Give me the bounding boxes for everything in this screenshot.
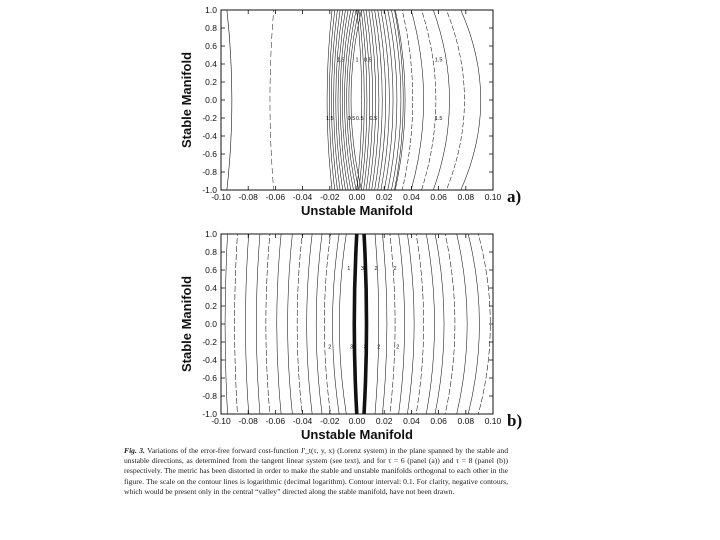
y-tick-label: 0.4 xyxy=(205,283,217,293)
contour-label: 2 xyxy=(377,344,381,351)
contour-line xyxy=(235,230,238,418)
y-tick-label: -0.6 xyxy=(202,149,217,159)
contour-line xyxy=(333,230,340,418)
contour-line xyxy=(459,6,481,194)
x-axis-title: Unstable Manifold xyxy=(301,203,413,218)
contour-line xyxy=(407,230,414,418)
x-tick-label: -0.10 xyxy=(211,192,231,202)
contour-line xyxy=(316,230,322,418)
x-tick-label: -0.08 xyxy=(238,416,258,426)
y-tick-label: 0.4 xyxy=(205,59,217,69)
x-tick-label: 0.08 xyxy=(457,416,475,426)
contour-label: 3 xyxy=(360,266,364,273)
x-tick-label: 0.02 xyxy=(375,416,393,426)
y-tick-label: 1.0 xyxy=(205,5,217,15)
x-tick-label: 0.10 xyxy=(484,416,502,426)
contour-line xyxy=(277,230,282,418)
contour-line xyxy=(226,6,231,194)
contour-line xyxy=(415,230,423,418)
contour-line xyxy=(324,230,331,418)
contour-label: 0.5 xyxy=(347,116,356,122)
y-tick-label: 0.6 xyxy=(205,265,217,275)
x-tick-label: 0.04 xyxy=(403,192,420,202)
contour-lines xyxy=(225,230,490,418)
contour-label: 2 xyxy=(328,344,332,351)
contour-line xyxy=(394,6,404,194)
panel-tag: b) xyxy=(507,411,523,430)
x-tick-label: 0.06 xyxy=(430,192,447,202)
contour-line xyxy=(288,230,293,418)
contour-line xyxy=(444,230,455,418)
contour-line xyxy=(420,6,436,194)
contour-line xyxy=(270,6,274,194)
x-tick-label: -0.06 xyxy=(265,416,286,426)
contour-line xyxy=(445,6,465,194)
y-tick-label: -0.8 xyxy=(202,167,217,177)
contour-line xyxy=(434,230,444,418)
contour-line xyxy=(456,230,467,418)
caption-text: Variations of the error-free forward cost-function J'_t(τ, y, x) (Lorenz system) in the plane spanned by the stable and unstable directions, as determined from the tangent linear system (see text), and for τ = 6 (panel (a)) and τ = 8 (panel (b)) respectively. The metric has been distorted in order to make the stable and unstable manifolds orthogonal to each other in the figure. The scale on the contour lines is logarithmic (decimal logarithm). Contour interval: 0.1. For clarity, negative contours, which would be present only in the central “valley” directed along the stable manifold, have not been drawn. xyxy=(124,446,509,496)
y-tick-label: -0.8 xyxy=(202,391,217,401)
contour-label: 1 xyxy=(347,266,351,273)
x-tick-label: -0.04 xyxy=(292,192,313,202)
contour-line xyxy=(339,230,347,418)
panel-b xyxy=(179,229,522,442)
y-tick-label: 0.6 xyxy=(205,41,217,51)
y-tick-label: 0.0 xyxy=(205,95,217,105)
y-tick-label: 0.2 xyxy=(205,77,217,87)
figure-caption xyxy=(124,446,508,497)
x-tick-label: 0.10 xyxy=(484,192,502,202)
contour-label: 0.5 xyxy=(369,116,378,122)
contour-line xyxy=(344,6,354,194)
contour-line xyxy=(225,230,228,418)
contour-label: 1.5 xyxy=(434,116,443,122)
y-tick-label: -0.2 xyxy=(202,337,217,347)
contour-line xyxy=(347,6,357,194)
x-tick-label: -0.04 xyxy=(292,416,313,426)
contour-label: 2 xyxy=(374,266,378,273)
contour-line xyxy=(410,6,424,194)
y-tick-label: 0.8 xyxy=(205,23,217,33)
contour-line xyxy=(349,6,360,194)
contour-label: 1 xyxy=(355,57,359,64)
contour-line xyxy=(297,230,303,418)
contour-line xyxy=(401,6,413,194)
contour-line xyxy=(389,230,395,418)
y-axis-title: Stable Manifold xyxy=(179,275,194,373)
x-tick-label: 0.00 xyxy=(348,192,366,202)
contour-line xyxy=(432,6,450,194)
contour-line xyxy=(329,6,335,194)
valley-line xyxy=(364,230,367,418)
contour-line xyxy=(245,230,249,418)
contour-label: 3 xyxy=(363,344,367,351)
x-tick-label: -0.06 xyxy=(265,192,286,202)
panel-a xyxy=(179,5,521,218)
contour-line xyxy=(266,230,270,418)
contour-label: 1.5 xyxy=(434,57,443,64)
contour-line xyxy=(398,230,405,418)
y-tick-label: -0.6 xyxy=(202,373,217,383)
contour-line xyxy=(351,6,362,194)
panel-tag: a) xyxy=(507,187,522,206)
y-tick-label: -1.0 xyxy=(202,185,217,195)
valley-line xyxy=(354,230,357,418)
contour-label: 2 xyxy=(396,344,400,351)
y-tick-label: 1.0 xyxy=(205,229,217,239)
x-tick-label: -0.10 xyxy=(211,416,231,426)
x-tick-label: 0.06 xyxy=(430,416,447,426)
y-axis-title: Stable Manifold xyxy=(179,51,194,149)
x-tick-label: -0.08 xyxy=(238,192,258,202)
x-tick-label: -0.02 xyxy=(320,416,340,426)
contour-line xyxy=(256,230,260,418)
y-tick-label: -0.2 xyxy=(202,113,217,123)
contour-label: 3 xyxy=(350,344,354,351)
y-tick-label: -0.4 xyxy=(202,131,217,141)
contour-label: 0.5 xyxy=(355,116,364,122)
x-tick-label: -0.02 xyxy=(320,192,340,202)
contour-line xyxy=(307,230,313,418)
contour-line xyxy=(375,230,379,418)
contour-line xyxy=(356,6,361,194)
x-tick-label: 0.02 xyxy=(375,192,393,202)
contour-lines xyxy=(226,6,480,194)
x-tick-label: 0.00 xyxy=(348,416,366,426)
y-tick-label: 0.0 xyxy=(205,319,217,329)
x-tick-label: 0.04 xyxy=(403,416,420,426)
x-axis-title: Unstable Manifold xyxy=(301,427,413,442)
contour-label: 1.5 xyxy=(325,116,334,122)
y-tick-label: 0.8 xyxy=(205,247,217,257)
y-tick-label: -0.4 xyxy=(202,355,217,365)
contour-line xyxy=(382,230,387,418)
contour-label: 2 xyxy=(393,266,397,273)
caption-lead: Fig. 3. xyxy=(124,446,145,455)
contour-label: 0.5 xyxy=(364,57,372,64)
x-tick-label: 0.08 xyxy=(457,192,475,202)
contour-line xyxy=(426,230,435,418)
y-tick-label: 0.2 xyxy=(205,301,217,311)
plot-frame xyxy=(221,10,493,190)
contour-label: 1.5 xyxy=(336,57,345,64)
y-tick-label: -1.0 xyxy=(202,409,217,419)
contour-line xyxy=(467,230,479,418)
